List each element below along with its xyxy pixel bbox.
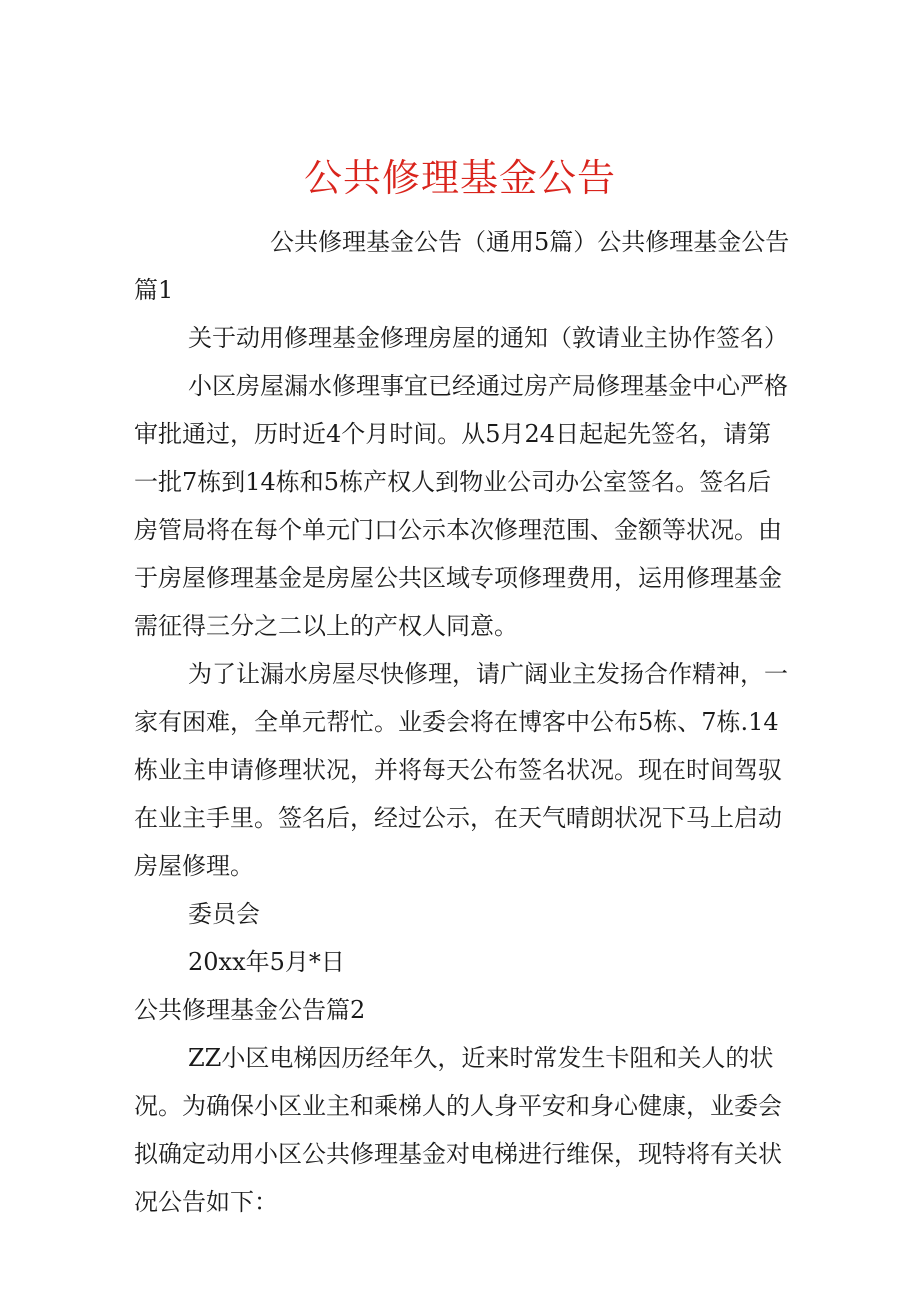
document-subtitle: 公共修理基金公告（通用5篇）公共修理基金公告篇1 bbox=[134, 228, 790, 304]
notice1-paragraph-1: 小区房屋漏水修理事宜已经通过房产局修理基金中心严格审批通过，历时近4个月时间。从5月24日起起先签名，请第一批7栋到14栋和5栋产权人到物业公司办公室签名。签名后房管局将在每个单元门口公示本次修理范围、金额等状况。由于房屋修理基金是房屋公共区域专项修理费用，运用修理基金需征得三分之二以上的产权人同意。 bbox=[134, 372, 788, 640]
notice1-date: 20xx年5月*日 bbox=[188, 948, 345, 976]
document-body bbox=[134, 218, 792, 1226]
notice2-paragraph-1: ZZ小区电梯因历经年久，近来时常发生卡阻和关人的状况。为确保小区业主和乘梯人的人身平安和身心健康，业委会拟确定动用小区公共修理基金对电梯进行维保，现特将有关状况公告如下： bbox=[134, 1044, 782, 1216]
notice1-paragraph-2: 为了让漏水房屋尽快修理，请广阔业主发扬合作精神，一家有困难，全单元帮忙。业委会将在博客中公布5栋、7栋.14栋业主申请修理状况，并将每天公布签名状况。现在时间驾驭在业主手里。签名后，经过公示，在天气晴朗状况下马上启动房屋修理。 bbox=[134, 660, 788, 880]
notice1-signature: 委员会 bbox=[188, 900, 260, 928]
notice2-heading: 公共修理基金公告篇2 bbox=[134, 996, 366, 1024]
notice1-heading: 关于动用修理基金修理房屋的通知（敦请业主协作签名） bbox=[188, 324, 788, 352]
page-title: 公共修理基金公告 bbox=[303, 156, 616, 200]
